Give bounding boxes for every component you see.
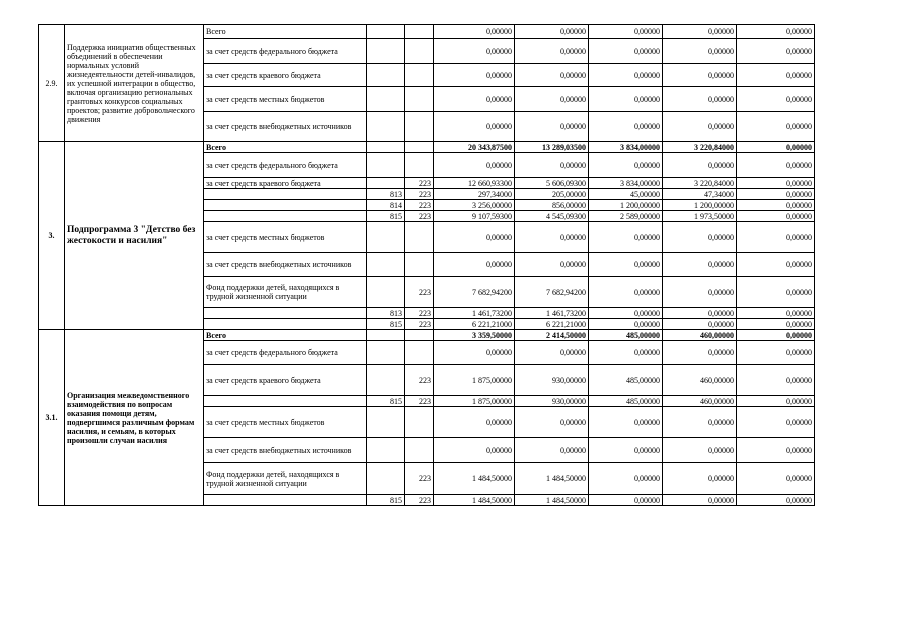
- amount-cell-1: 0,00000: [434, 407, 515, 438]
- amount-cell-3: 0,00000: [589, 277, 663, 308]
- amount-cell-5: 0,00000: [737, 308, 815, 319]
- amount-cell-3: 0,00000: [589, 495, 663, 506]
- amount-cell-1: 0,00000: [434, 25, 515, 39]
- amount-cell-3: 0,00000: [589, 308, 663, 319]
- budget-code: [405, 25, 434, 39]
- admin-code: [367, 277, 405, 308]
- amount-cell-3: 45,00000: [589, 189, 663, 200]
- amount-cell-2: 0,00000: [515, 39, 589, 64]
- amount-cell-5: 0,00000: [737, 25, 815, 39]
- amount-cell-4: 0,00000: [663, 438, 737, 463]
- funding-source: [204, 189, 367, 200]
- amount-cell-2: 4 545,09300: [515, 211, 589, 222]
- admin-code: 815: [367, 319, 405, 330]
- amount-cell-4: 0,00000: [663, 277, 737, 308]
- amount-cell-5: 0,00000: [737, 495, 815, 506]
- amount-cell-3: 0,00000: [589, 39, 663, 64]
- funding-source: Фонд поддержки детей, находящихся в трудной жизненной ситуации: [204, 277, 367, 308]
- admin-code: [367, 112, 405, 142]
- amount-cell-3: 485,00000: [589, 396, 663, 407]
- amount-cell-4: 3 220,84000: [663, 142, 737, 153]
- admin-code: [367, 64, 405, 87]
- amount-cell-5: 0,00000: [737, 253, 815, 277]
- amount-cell-1: 3 359,50000: [434, 330, 515, 341]
- budget-code: [405, 330, 434, 341]
- amount-cell-2: 0,00000: [515, 112, 589, 142]
- amount-cell-1: 9 107,59300: [434, 211, 515, 222]
- amount-cell-1: 12 660,93300: [434, 178, 515, 189]
- amount-cell-1: 20 343,87500: [434, 142, 515, 153]
- amount-cell-5: 0,00000: [737, 319, 815, 330]
- amount-cell-2: 6 221,21000: [515, 319, 589, 330]
- funding-source: за счет средств местных бюджетов: [204, 87, 367, 112]
- admin-code: [367, 463, 405, 495]
- amount-cell-4: 460,00000: [663, 396, 737, 407]
- amount-cell-1: 1 484,50000: [434, 463, 515, 495]
- budget-code: 223: [405, 277, 434, 308]
- admin-code: [367, 142, 405, 153]
- amount-cell-2: 856,00000: [515, 200, 589, 211]
- admin-code: [367, 330, 405, 341]
- amount-cell-1: 1 875,00000: [434, 365, 515, 396]
- amount-cell-3: 0,00000: [589, 64, 663, 87]
- funding-source: за счет средств краевого бюджета: [204, 178, 367, 189]
- amount-cell-4: 0,00000: [663, 25, 737, 39]
- amount-cell-1: 6 221,21000: [434, 319, 515, 330]
- budget-code: [405, 253, 434, 277]
- amount-cell-2: 0,00000: [515, 222, 589, 253]
- budget-table: [38, 24, 815, 506]
- budget-code: [405, 142, 434, 153]
- budget-code: 223: [405, 495, 434, 506]
- amount-cell-2: 0,00000: [515, 253, 589, 277]
- amount-cell-1: 0,00000: [434, 253, 515, 277]
- amount-cell-3: 0,00000: [589, 222, 663, 253]
- amount-cell-4: 0,00000: [663, 87, 737, 112]
- amount-cell-5: 0,00000: [737, 153, 815, 178]
- amount-cell-2: 0,00000: [515, 341, 589, 365]
- amount-cell-5: 0,00000: [737, 142, 815, 153]
- table-row: [39, 142, 815, 153]
- budget-code: [405, 222, 434, 253]
- amount-cell-4: 0,00000: [663, 253, 737, 277]
- budget-code: 223: [405, 211, 434, 222]
- funding-source: за счет средств внебюджетных источников: [204, 253, 367, 277]
- funding-source: Фонд поддержки детей, находящихся в трудной жизненной ситуации: [204, 463, 367, 495]
- amount-cell-4: 0,00000: [663, 222, 737, 253]
- amount-cell-4: 0,00000: [663, 64, 737, 87]
- item-number: 2.9.: [39, 25, 65, 142]
- budget-code: [405, 341, 434, 365]
- budget-code: 223: [405, 365, 434, 396]
- amount-cell-2: 1 484,50000: [515, 495, 589, 506]
- amount-cell-2: 0,00000: [515, 64, 589, 87]
- amount-cell-5: 0,00000: [737, 463, 815, 495]
- amount-cell-3: 3 834,00000: [589, 142, 663, 153]
- amount-cell-1: 7 682,94200: [434, 277, 515, 308]
- amount-cell-5: 0,00000: [737, 341, 815, 365]
- amount-cell-5: 0,00000: [737, 112, 815, 142]
- budget-code: 223: [405, 178, 434, 189]
- amount-cell-3: 0,00000: [589, 319, 663, 330]
- funding-source: Всего: [204, 25, 367, 39]
- amount-cell-3: 0,00000: [589, 341, 663, 365]
- admin-code: [367, 39, 405, 64]
- funding-source: Всего: [204, 142, 367, 153]
- amount-cell-1: 0,00000: [434, 87, 515, 112]
- item-number: 3.1.: [39, 330, 65, 506]
- amount-cell-3: 0,00000: [589, 112, 663, 142]
- amount-cell-5: 0,00000: [737, 277, 815, 308]
- amount-cell-5: 0,00000: [737, 211, 815, 222]
- funding-source: Всего: [204, 330, 367, 341]
- amount-cell-3: 0,00000: [589, 153, 663, 178]
- admin-code: [367, 87, 405, 112]
- amount-cell-4: 1 200,00000: [663, 200, 737, 211]
- amount-cell-2: 930,00000: [515, 365, 589, 396]
- funding-source: [204, 396, 367, 407]
- budget-code: 223: [405, 463, 434, 495]
- amount-cell-2: 0,00000: [515, 153, 589, 178]
- funding-source: [204, 200, 367, 211]
- amount-cell-2: 0,00000: [515, 438, 589, 463]
- budget-code: [405, 39, 434, 64]
- amount-cell-4: 460,00000: [663, 330, 737, 341]
- admin-code: [367, 365, 405, 396]
- amount-cell-2: 5 606,09300: [515, 178, 589, 189]
- amount-cell-4: 47,34000: [663, 189, 737, 200]
- amount-cell-2: 0,00000: [515, 25, 589, 39]
- amount-cell-3: 485,00000: [589, 330, 663, 341]
- funding-source: за счет средств внебюджетных источников: [204, 438, 367, 463]
- budget-code: [405, 112, 434, 142]
- amount-cell-4: 460,00000: [663, 365, 737, 396]
- amount-cell-5: 0,00000: [737, 189, 815, 200]
- amount-cell-2: 1 461,73200: [515, 308, 589, 319]
- amount-cell-5: 0,00000: [737, 330, 815, 341]
- funding-source: за счет средств местных бюджетов: [204, 222, 367, 253]
- funding-source: за счет средств местных бюджетов: [204, 407, 367, 438]
- amount-cell-4: 1 973,50000: [663, 211, 737, 222]
- amount-cell-5: 0,00000: [737, 365, 815, 396]
- amount-cell-5: 0,00000: [737, 438, 815, 463]
- amount-cell-3: 0,00000: [589, 438, 663, 463]
- admin-code: 813: [367, 189, 405, 200]
- admin-code: 815: [367, 495, 405, 506]
- budget-code: 223: [405, 200, 434, 211]
- admin-code: [367, 153, 405, 178]
- budget-code: 223: [405, 308, 434, 319]
- funding-source: за счет средств федерального бюджета: [204, 153, 367, 178]
- funding-source: за счет средств внебюджетных источников: [204, 112, 367, 142]
- amount-cell-1: 1 484,50000: [434, 495, 515, 506]
- budget-table-body: [39, 25, 815, 506]
- amount-cell-5: 0,00000: [737, 222, 815, 253]
- amount-cell-5: 0,00000: [737, 178, 815, 189]
- budget-code: [405, 407, 434, 438]
- amount-cell-4: 0,00000: [663, 463, 737, 495]
- amount-cell-4: 0,00000: [663, 341, 737, 365]
- admin-code: [367, 341, 405, 365]
- amount-cell-1: 1 875,00000: [434, 396, 515, 407]
- funding-source: [204, 495, 367, 506]
- budget-code: [405, 64, 434, 87]
- amount-cell-3: 485,00000: [589, 365, 663, 396]
- amount-cell-1: 0,00000: [434, 112, 515, 142]
- admin-code: [367, 253, 405, 277]
- amount-cell-3: 0,00000: [589, 25, 663, 39]
- amount-cell-2: 1 484,50000: [515, 463, 589, 495]
- amount-cell-1: 3 256,00000: [434, 200, 515, 211]
- admin-code: [367, 438, 405, 463]
- amount-cell-1: 297,34000: [434, 189, 515, 200]
- budget-code: 223: [405, 396, 434, 407]
- funding-source: за счет средств федерального бюджета: [204, 39, 367, 64]
- amount-cell-1: 0,00000: [434, 222, 515, 253]
- amount-cell-4: 0,00000: [663, 407, 737, 438]
- amount-cell-3: 3 834,00000: [589, 178, 663, 189]
- amount-cell-5: 0,00000: [737, 87, 815, 112]
- amount-cell-4: 0,00000: [663, 308, 737, 319]
- amount-cell-5: 0,00000: [737, 64, 815, 87]
- admin-code: [367, 222, 405, 253]
- budget-code: [405, 87, 434, 112]
- budget-code: 223: [405, 319, 434, 330]
- item-name: Поддержка инициатив общественных объединений в обеспечении нормальных условий жизнедеятельности детей-инвалидов, их успешной интеграции в общество, включая организацию региональных грантовых конкурсов социальных проектов; развитие добровольческого движения: [65, 25, 204, 142]
- item-name: Организация межведомственного взаимодействия по вопросам оказания помощи детям, подвергшимся различным формам насилия, и семьям, в которых произошли случаи насилия: [65, 330, 204, 506]
- amount-cell-4: 0,00000: [663, 39, 737, 64]
- amount-cell-2: 0,00000: [515, 87, 589, 112]
- admin-code: 815: [367, 211, 405, 222]
- amount-cell-3: 0,00000: [589, 253, 663, 277]
- amount-cell-2: 7 682,94200: [515, 277, 589, 308]
- amount-cell-1: 0,00000: [434, 341, 515, 365]
- admin-code: 815: [367, 396, 405, 407]
- amount-cell-1: 0,00000: [434, 64, 515, 87]
- budget-code: [405, 438, 434, 463]
- amount-cell-1: 1 461,73200: [434, 308, 515, 319]
- amount-cell-4: 0,00000: [663, 319, 737, 330]
- budget-code: [405, 153, 434, 178]
- funding-source: за счет средств краевого бюджета: [204, 365, 367, 396]
- item-number: 3.: [39, 142, 65, 330]
- budget-code: 223: [405, 189, 434, 200]
- amount-cell-5: 0,00000: [737, 407, 815, 438]
- amount-cell-4: 3 220,84000: [663, 178, 737, 189]
- amount-cell-3: 2 589,00000: [589, 211, 663, 222]
- table-row: [39, 25, 815, 39]
- table-row: [39, 330, 815, 341]
- funding-source: [204, 211, 367, 222]
- amount-cell-1: 0,00000: [434, 153, 515, 178]
- amount-cell-5: 0,00000: [737, 396, 815, 407]
- amount-cell-4: 0,00000: [663, 495, 737, 506]
- amount-cell-1: 0,00000: [434, 438, 515, 463]
- amount-cell-3: 0,00000: [589, 463, 663, 495]
- admin-code: [367, 25, 405, 39]
- amount-cell-2: 205,00000: [515, 189, 589, 200]
- amount-cell-4: 0,00000: [663, 112, 737, 142]
- funding-source: [204, 319, 367, 330]
- funding-source: [204, 308, 367, 319]
- amount-cell-4: 0,00000: [663, 153, 737, 178]
- item-name: Подпрограмма 3 "Детство без жестокости и насилия": [65, 142, 204, 330]
- admin-code: 813: [367, 308, 405, 319]
- amount-cell-5: 0,00000: [737, 39, 815, 64]
- amount-cell-2: 2 414,50000: [515, 330, 589, 341]
- amount-cell-2: 930,00000: [515, 396, 589, 407]
- amount-cell-3: 0,00000: [589, 87, 663, 112]
- amount-cell-3: 0,00000: [589, 407, 663, 438]
- amount-cell-3: 1 200,00000: [589, 200, 663, 211]
- amount-cell-1: 0,00000: [434, 39, 515, 64]
- funding-source: за счет средств федерального бюджета: [204, 341, 367, 365]
- amount-cell-2: 13 289,03500: [515, 142, 589, 153]
- amount-cell-2: 0,00000: [515, 407, 589, 438]
- admin-code: [367, 178, 405, 189]
- admin-code: [367, 407, 405, 438]
- amount-cell-5: 0,00000: [737, 200, 815, 211]
- funding-source: за счет средств краевого бюджета: [204, 64, 367, 87]
- admin-code: 814: [367, 200, 405, 211]
